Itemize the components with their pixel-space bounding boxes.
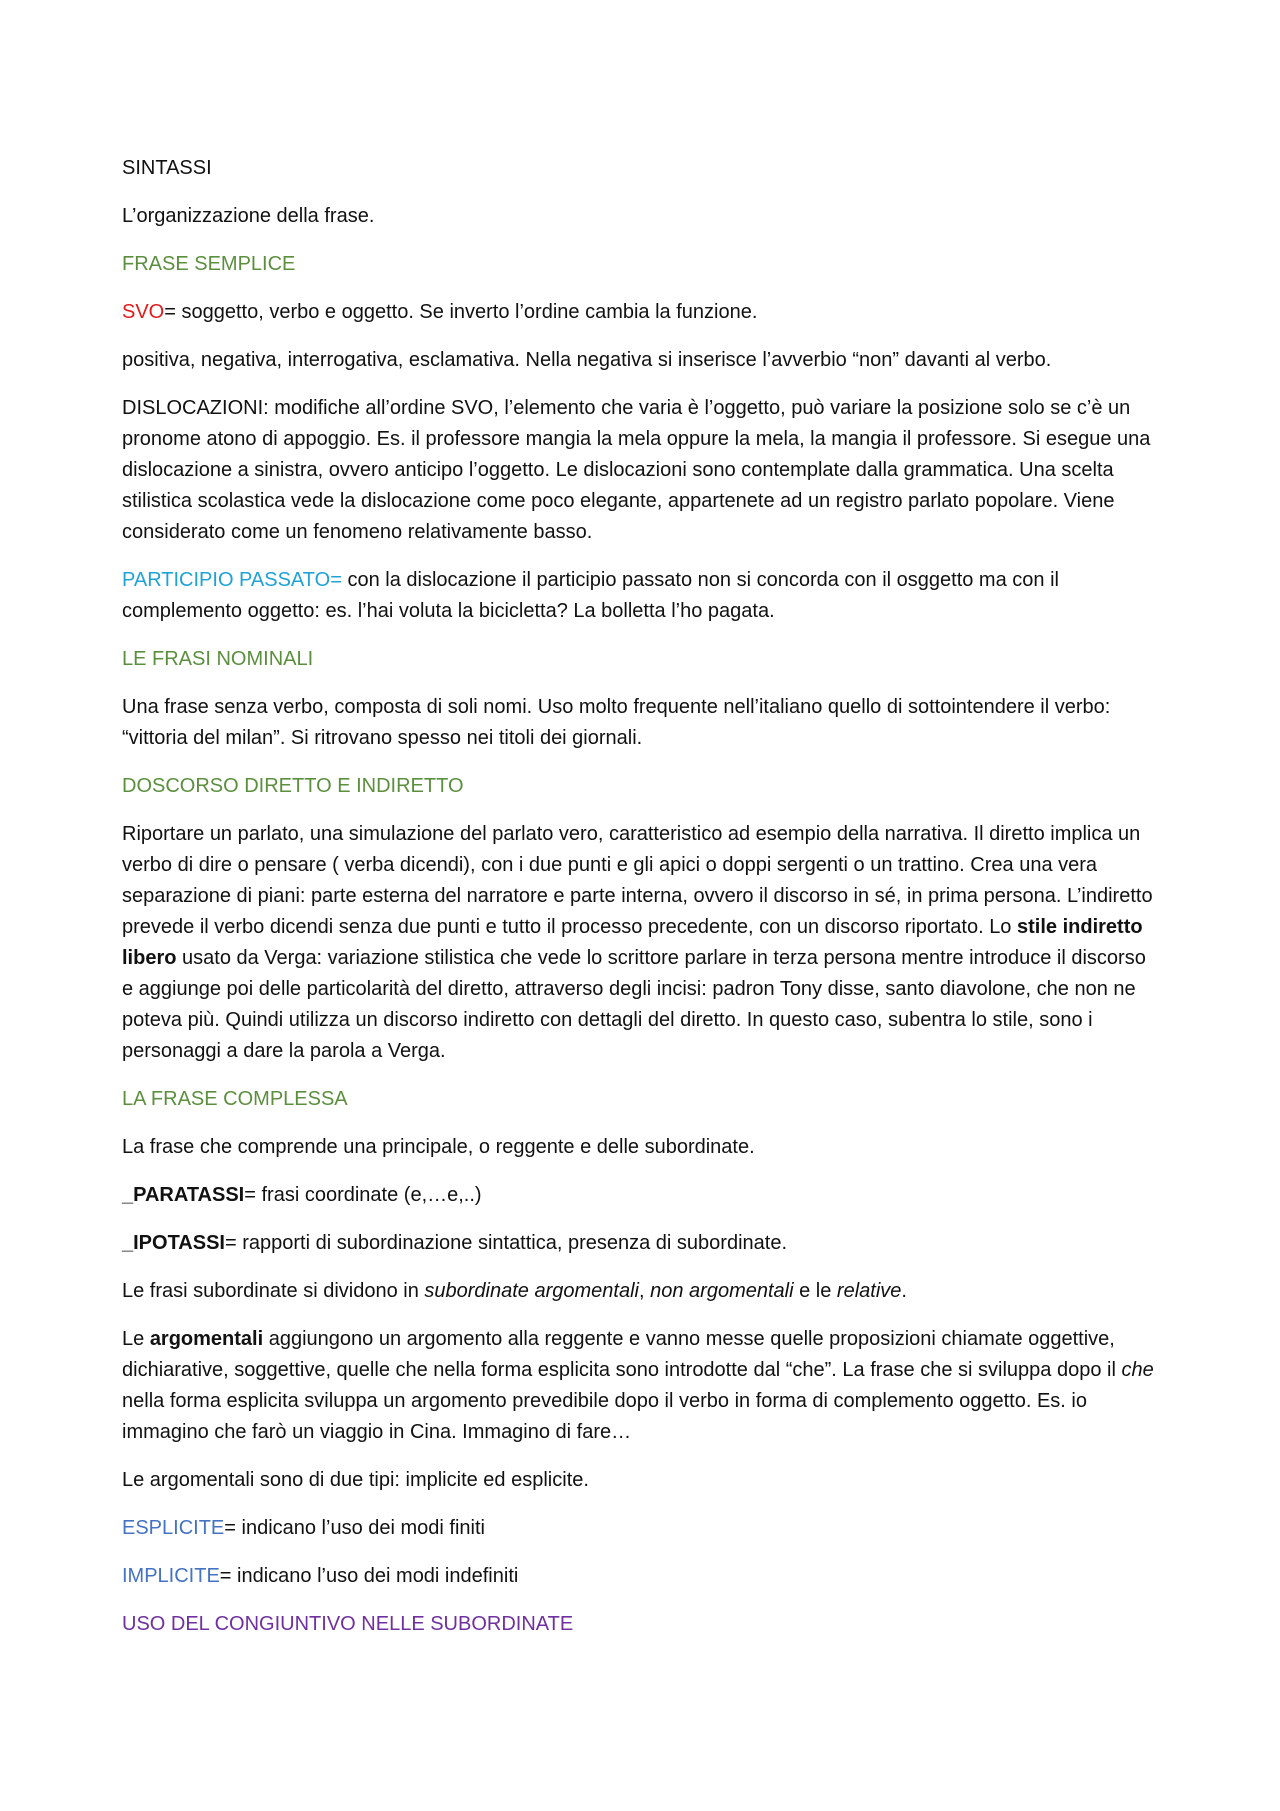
subordinate-text-1: Le frasi subordinate si dividono in xyxy=(122,1280,425,1302)
intro-paragraph: L’organizzazione della frase. xyxy=(122,205,375,227)
esplicite-paragraph xyxy=(122,1513,1162,1544)
subordinate-text-3: e le xyxy=(793,1280,837,1302)
discorso-text-2: usato da Verga: variazione stilistica che vede lo scrittore parlare in terza persona mentre introduce il discorso e aggiunge poi delle particolarità del diretto, attraverso degli incisi: padron Tony disse, santo diavolone, che non ne poteva più. Quindi utilizza un discorso indiretto con dettagli del diretto. In questo caso, subentra lo stile, sono i personaggi a dare la parola a Verga. xyxy=(122,947,1146,1062)
implicite-paragraph xyxy=(122,1561,1162,1592)
ipotassi-text: = rapporti di subordinazione sintattica, presenza di subordinate. xyxy=(225,1232,788,1254)
subordinate-text-4: . xyxy=(901,1280,907,1302)
discorso-paragraph xyxy=(122,819,1162,1067)
argomentali-text-1: Le xyxy=(122,1328,150,1350)
discorso-text-1: Riportare un parlato, una simulazione del parlato vero, caratteristico ad esempio della narrativa. Il diretto implica un verbo di dire o pensare ( verba dicendi), con i due punti e gli apici o doppi sergenti o un trattino. Crea una vera separazione di piani: parte esterna del narratore e parte interna, ovvero il discorso in sé, in prima persona. L’indiretto prevede il verbo dicendi senza due punti e tutto il processo precedente, con un discorso riportato. Lo xyxy=(122,823,1153,938)
tipi-argomentali-paragraph: Le argomentali sono di due tipi: implicite ed esplicite. xyxy=(122,1469,589,1491)
nominali-paragraph: Una frase senza verbo, composta di soli nomi. Uso molto frequente nell’italiano quello di sottointendere il verbo: “vittoria del milan”. Si ritrovano spesso nei titoli dei giornali. xyxy=(122,696,1111,749)
svo-text: = soggetto, verbo e oggetto. Se inverto l’ordine cambia la funzione. xyxy=(164,301,758,323)
esplicite-text: = indicano l’uso dei modi finiti xyxy=(224,1517,485,1539)
paratassi-text: = frasi coordinate (e,…e,..) xyxy=(244,1184,482,1206)
subordinate-paragraph xyxy=(122,1276,1162,1307)
argomentali-text-3: nella forma esplicita sviluppa un argomento prevedibile dopo il verbo in forma di complemento oggetto. Es. io immagino che farò un viaggio in Cina. Immagino di fare… xyxy=(122,1390,1087,1443)
svo-paragraph xyxy=(122,297,1162,328)
paratassi-paragraph xyxy=(122,1180,1162,1211)
document-body xyxy=(122,153,1162,1657)
argomentali-italic: che xyxy=(1121,1359,1154,1381)
ipotassi-label: _IPOTASSI xyxy=(122,1232,225,1254)
argomentali-text-2: aggiungono un argomento alla reggente e vanno messe quelle proposizioni chiamate oggettive, dichiarative, soggettive, quelle che nella forma esplicita sono introdotte dal “che”. La frase che si sviluppa dopo il xyxy=(122,1328,1122,1381)
subordinate-italic-3: relative xyxy=(836,1280,902,1302)
heading-frase-complessa: LA FRASE COMPLESSA xyxy=(122,1088,348,1110)
ipotassi-paragraph xyxy=(122,1228,1162,1259)
subordinate-italic-2: non argomentali xyxy=(650,1280,794,1302)
argomentali-bold: argomentali xyxy=(149,1328,264,1350)
svo-label: SVO xyxy=(122,301,165,323)
esplicite-label: ESPLICITE xyxy=(122,1517,225,1539)
heading-frasi-nominali: LE FRASI NOMINALI xyxy=(122,648,314,670)
heading-congiuntivo: USO DEL CONGIUNTIVO NELLE SUBORDINATE xyxy=(122,1613,574,1635)
complessa-paragraph: La frase che comprende una principale, o reggente e delle subordinate. xyxy=(122,1136,755,1158)
subordinate-text-2: , xyxy=(639,1280,651,1302)
dislocazioni-paragraph: DISLOCAZIONI: modifiche all’ordine SVO, l’elemento che varia è l’oggetto, può variare la posizione solo se c’è un pronome atono di appoggio. Es. il professore mangia la mela oppure la mela, la mangia il professore. Si esegue una dislocazione a sinistra, ovvero anticipo l’oggetto. Le dislocazioni sono contemplate dalla grammatica. Una scelta stilistica scolastica vede la dislocazione come poco elegante, appartenete ad un registro parlato popolare. Viene considerato come un fenomeno relativamente basso. xyxy=(122,397,1151,543)
subordinate-italic-1: subordinate argomentali xyxy=(424,1280,639,1302)
discorso-bold: stile indiretto libero xyxy=(122,916,1143,969)
tipi-paragraph: positiva, negativa, interrogativa, esclamativa. Nella negativa si inserisce l’avverbio “non” davanti al verbo. xyxy=(122,349,1052,371)
implicite-label: IMPLICITE xyxy=(122,1565,220,1587)
heading-frase-semplice: FRASE SEMPLICE xyxy=(122,253,296,275)
argomentali-paragraph xyxy=(122,1324,1162,1448)
heading-discorso: DOSCORSO DIRETTO E INDIRETTO xyxy=(122,775,464,797)
document-title: SINTASSI xyxy=(122,157,212,179)
paratassi-label: _PARATASSI xyxy=(122,1184,245,1206)
implicite-text: = indicano l’uso dei modi indefiniti xyxy=(219,1565,519,1587)
participio-paragraph xyxy=(122,565,1162,627)
participio-text: con la dislocazione il participio passato non si concorda con il osggetto ma con il complemento oggetto: es. l’hai voluta la bicicletta? La bolletta l’ho pagata. xyxy=(122,569,1059,622)
participio-label: PARTICIPIO PASSATO= xyxy=(122,569,342,591)
